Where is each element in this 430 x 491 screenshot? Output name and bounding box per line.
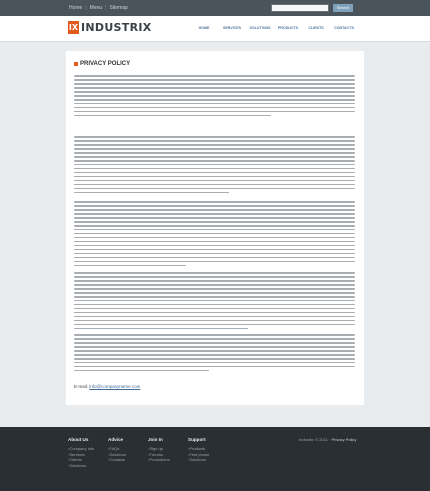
footer-link[interactable]: › Sign up — [148, 446, 170, 452]
nav-contacts[interactable]: CONTACTS — [334, 26, 354, 30]
copyright-text: Industrix © 2011 — [299, 437, 328, 442]
top-nav-sitemap[interactable]: Sitemap — [109, 5, 128, 11]
top-nav-home[interactable]: Home — [69, 5, 83, 11]
footer-link[interactable]: › Promotions — [148, 457, 170, 463]
footer-link[interactable]: › Services — [68, 452, 94, 458]
title-bullet-icon — [74, 62, 78, 66]
content-panel — [66, 51, 364, 405]
top-bar — [0, 0, 430, 16]
footer-heading: Join In — [148, 437, 163, 442]
paragraph-4 — [74, 272, 355, 332]
top-nav — [69, 5, 128, 11]
paragraph-2 — [74, 136, 355, 196]
email-label: E-mail: — [74, 384, 89, 389]
footer-col-advice — [108, 437, 126, 463]
footer-link[interactable]: › Company Info — [68, 446, 94, 452]
footer-link[interactable]: › Solutions — [68, 463, 94, 469]
nav-services[interactable]: SERVICES — [222, 26, 242, 30]
separator: · — [329, 437, 332, 442]
footer-heading: About Us — [68, 437, 89, 442]
nav-products[interactable]: PRODUCTS — [277, 26, 299, 30]
footer-link[interactable]: › Find phone — [188, 452, 209, 458]
paragraph-5 — [74, 334, 355, 374]
logo-text[interactable]: INDUSTRIX — [81, 21, 152, 34]
footer-heading: Support — [188, 437, 206, 442]
site-footer — [0, 427, 430, 491]
nav-solutions[interactable]: SOLUTIONS — [249, 26, 271, 30]
privacy-policy-link[interactable]: Privacy Policy — [331, 437, 357, 442]
footer-link[interactable]: › Solutions — [108, 452, 126, 458]
footer-heading: Advice — [108, 437, 124, 442]
paragraph-3 — [74, 201, 355, 269]
separator: | — [85, 5, 87, 11]
footer-link[interactable]: › Products — [188, 446, 209, 452]
search-button[interactable]: Search — [333, 4, 353, 12]
separator: | — [105, 5, 107, 11]
email-row — [74, 384, 140, 390]
nav-home[interactable]: HOME — [198, 26, 210, 30]
footer-col-about — [68, 437, 94, 468]
footer-link[interactable]: › Contacts — [108, 457, 126, 463]
paragraph-1 — [74, 75, 355, 119]
footer-link[interactable]: › Clients — [68, 457, 94, 463]
top-nav-menu[interactable]: Menu — [89, 5, 103, 11]
email-link[interactable]: info@companyname.com — [89, 384, 141, 389]
page-title: PRIVACY POLICY — [80, 61, 131, 67]
site-header — [0, 16, 430, 42]
footer-link[interactable]: › FAQs — [108, 446, 126, 452]
footer-link[interactable]: › Solutions — [188, 457, 209, 463]
footer-col-support — [188, 437, 209, 463]
footer-col-join — [148, 437, 170, 463]
copyright — [299, 437, 356, 443]
logo-icon[interactable]: IX — [68, 23, 79, 32]
nav-clients[interactable]: CLIENTS — [308, 26, 324, 30]
footer-link[interactable]: › Forums — [148, 452, 170, 458]
main-nav — [190, 25, 358, 31]
search-input[interactable] — [271, 4, 329, 12]
